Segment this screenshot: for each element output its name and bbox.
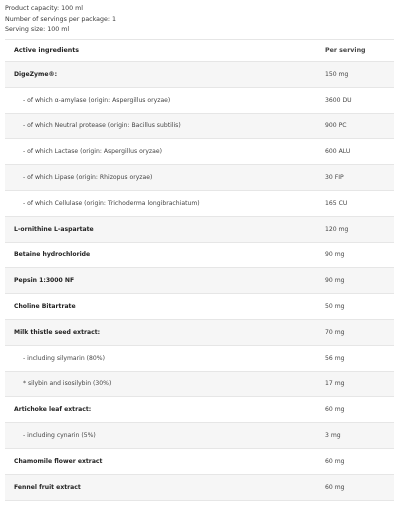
ingredient-amount: 165 CU [325, 199, 348, 207]
ingredient-amount: 60 mg [325, 406, 345, 414]
table-row [5, 423, 394, 449]
table-row [5, 449, 394, 475]
ingredient-amount: 120 mg [325, 225, 349, 233]
ingredient-name: Choline Bitartrate [14, 303, 76, 311]
ingredient-amount: 30 FIP [325, 174, 344, 182]
table-row [5, 217, 394, 243]
ingredient-name: Artichoke leaf extract: [14, 406, 92, 414]
ingredient-amount: 3600 DU [325, 96, 352, 104]
ingredient-amount: 90 mg [325, 277, 345, 285]
ingredient-name: - of which Lipase (origin: Rhizopus oryzae) [23, 174, 153, 182]
ingredient-name: DigeZyme®: [14, 70, 58, 78]
ingredient-amount: 60 mg [325, 483, 345, 491]
ingredient-name: - of which Neutral protease (origin: Bacillus subtilis) [23, 122, 181, 130]
ingredient-amount: 900 PC [325, 122, 347, 130]
ingredient-name: Pepsin 1:3000 NF [14, 277, 75, 285]
table-row [5, 191, 394, 217]
ingredient-name: - including silymarin (80%) [23, 354, 105, 362]
ingredient-name: Fennel fruit extract [14, 483, 81, 491]
ingredient-amount: 70 mg [325, 328, 345, 336]
table-row [5, 294, 394, 320]
header-active-ingredients: Active ingredients [14, 47, 80, 54]
table-row [5, 62, 394, 88]
ingredient-name: - of which Lactase (origin: Aspergillus oryzae) [23, 148, 162, 156]
table-header-row [5, 40, 394, 62]
serving-size: Serving size: 100 ml [5, 26, 70, 34]
ingredient-name: * silybin and isosilybin (30%) [23, 380, 112, 388]
ingredient-name: Chamomile flower extract [14, 457, 103, 465]
table-row [5, 346, 394, 372]
ingredient-amount: 60 mg [325, 457, 345, 465]
product-capacity: Product capacity: 100 ml [5, 5, 84, 12]
ingredient-amount: 17 mg [325, 380, 345, 388]
table-row [5, 268, 394, 294]
ingredient-name: Betaine hydrochloride [14, 251, 91, 259]
table-row [5, 114, 394, 140]
table-row [5, 372, 394, 398]
table-row [5, 165, 394, 191]
ingredient-name: Milk thistle seed extract: [14, 328, 101, 336]
ingredient-name: - of which α-amylase (origin: Aspergillus oryzae) [23, 96, 171, 104]
header-per-serving: Per serving [325, 47, 366, 54]
table-row [5, 475, 394, 501]
table-row [5, 88, 394, 114]
table-row [5, 243, 394, 269]
ingredient-name: - including cynarin (5%) [23, 432, 96, 440]
table-body [5, 62, 394, 501]
table-row [5, 139, 394, 165]
ingredients-table [5, 39, 394, 501]
ingredient-amount: 50 mg [325, 303, 345, 311]
ingredient-name: - of which Cellulase (origin: Trichoderma longibrachiatum) [23, 199, 200, 207]
ingredient-name: L-ornithine L-aspartate [14, 225, 94, 233]
table-row [5, 397, 394, 423]
product-info [5, 4, 116, 36]
table-row [5, 320, 394, 346]
servings-per-package: Number of servings per package: 1 [5, 15, 117, 23]
ingredient-amount: 56 mg [325, 354, 345, 362]
ingredient-amount: 3 mg [325, 432, 341, 440]
ingredient-amount: 600 ALU [325, 148, 351, 156]
ingredient-amount: 90 mg [325, 251, 345, 259]
ingredient-amount: 150 mg [325, 70, 349, 78]
